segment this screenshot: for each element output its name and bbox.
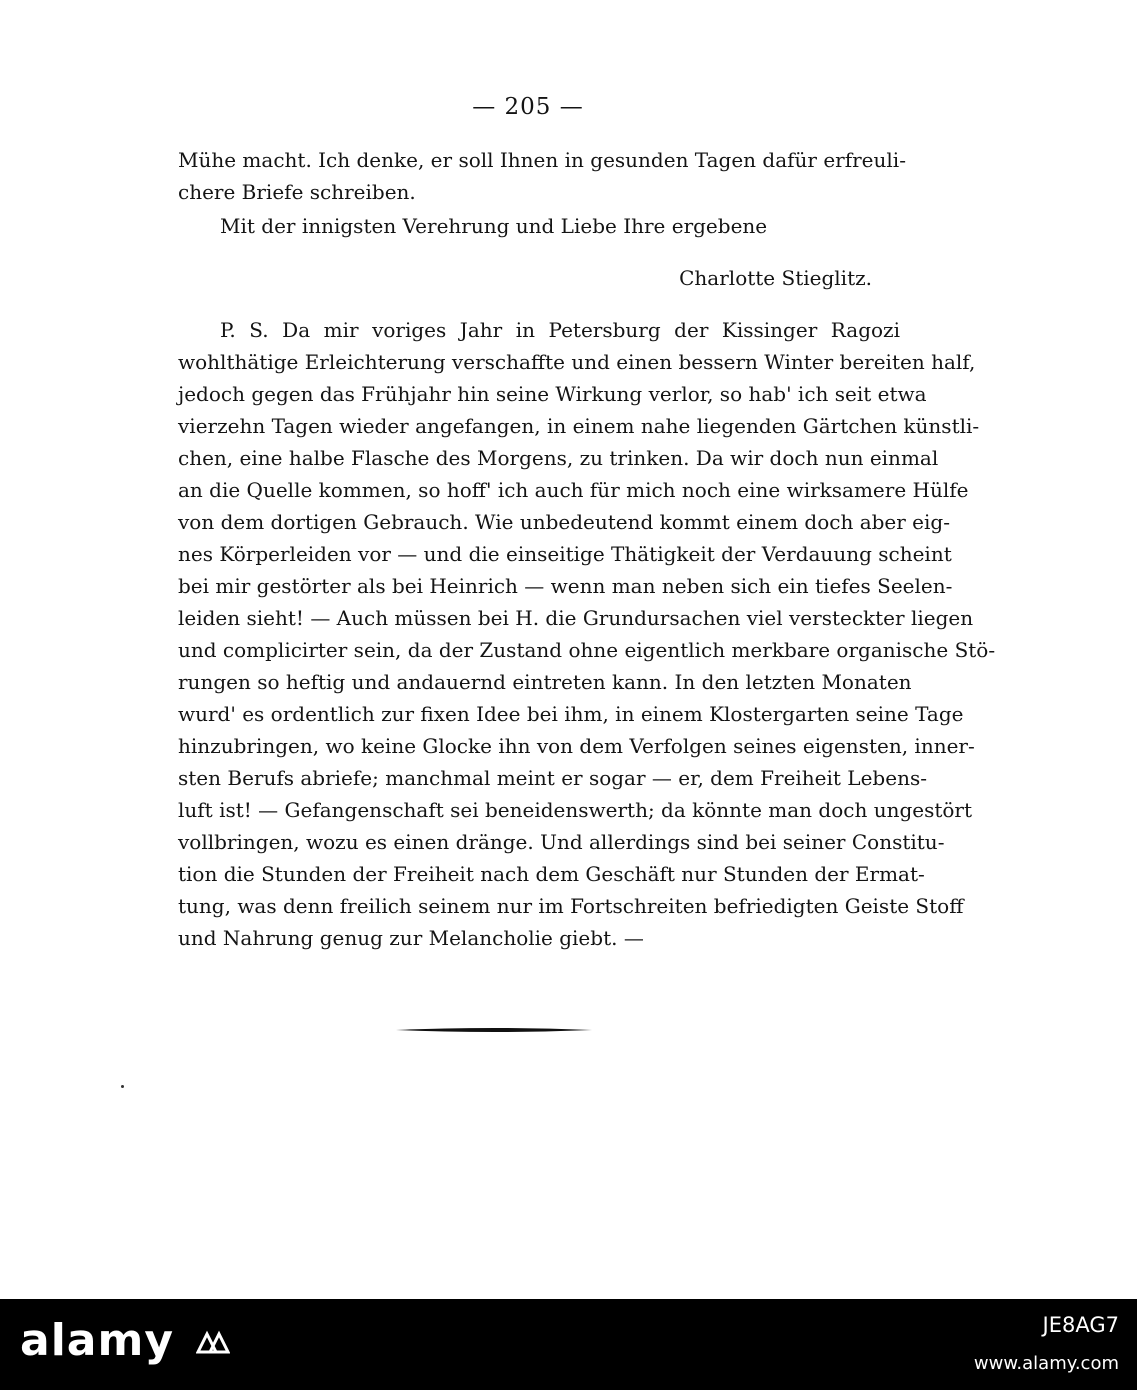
letter-body-paragraph [178, 144, 906, 208]
text-line: leiden sieht! — Auch müssen bei H. die Grundursachen viel versteckter liegen [178, 606, 974, 630]
postscript-paragraph [178, 314, 996, 954]
text-line: jedoch gegen das Frühjahr hin seine Wirkung verlor, so hab' ich seit etwa [178, 382, 927, 406]
text-line: wurd' es ordentlich zur fixen Idee bei ihm, in einem Klostergarten seine Tage [178, 702, 964, 726]
text-line: tung, was denn freilich seinem nur im Fortschreiten befriedigten Geiste Stoff [178, 894, 964, 918]
text-line: tion die Stunden der Freiheit nach dem Geschäft nur Stunden der Ermat- [178, 862, 925, 886]
text-line: rungen so heftig und andauernd eintreten kann. In den letzten Monaten [178, 670, 912, 694]
text-line: hinzubringen, wo keine Glocke ihn von dem Verfolgen seines eigensten, inner- [178, 734, 975, 758]
site-url: www.alamy.com [973, 1353, 1119, 1374]
text-line: und complicirter sein, da der Zustand ohne eigentlich merkbare organische Stö- [178, 638, 996, 662]
text-line: sten Berufs abriefe; manchmal meint er sogar — er, dem Freiheit Lebens- [178, 766, 927, 790]
letter-closing: Mit der innigsten Verehrung und Liebe Ihre ergebene [220, 214, 768, 238]
text-line: bei mir gestörter als bei Heinrich — wenn man neben sich ein tiefes Seelen- [178, 574, 953, 598]
text-line: an die Quelle kommen, so hoff' ich auch für mich noch eine wirksamere Hülfe [178, 478, 969, 502]
text-line: vollbringen, wozu es einen dränge. Und allerdings sind bei seiner Constitu- [178, 830, 945, 854]
letter-signature: Charlotte Stieglitz. [679, 266, 872, 290]
brand-name: alamy [20, 1315, 174, 1366]
text-line: nes Körperleiden vor — und die einseitige Thätigkeit der Verdauung scheint [178, 542, 952, 566]
decorative-rule [396, 1027, 592, 1033]
text-line: luft ist! — Gefangenschaft sei beneidenswerth; da könnte man doch ungestört [178, 798, 973, 822]
alamy-logo-icon [196, 1330, 230, 1356]
text-line: P. S. Da mir voriges Jahr in Petersburg der Kissinger Ragozi [220, 318, 900, 342]
brand-logo [20, 1315, 230, 1366]
text-line: Mühe macht. Ich denke, er soll Ihnen in gesunden Tagen dafür erfreuli- [178, 148, 906, 172]
text-line: wohlthätige Erleichterung verschaffte und einen bessern Winter bereiten half, [178, 350, 976, 374]
text-line: chen, eine halbe Flasche des Morgens, zu trinken. Da wir doch nun einmal [178, 446, 939, 470]
text-line: und Nahrung genug zur Melancholie giebt. — [178, 926, 644, 950]
text-line: vierzehn Tagen wieder angefangen, in einem nahe liegenden Gärtchen künstli- [178, 414, 980, 438]
text-line: chere Briefe schreiben. [178, 180, 416, 204]
watermark-footer [0, 1299, 1137, 1390]
text-line: von dem dortigen Gebrauch. Wie unbedeutend kommt einem doch aber eig- [178, 510, 950, 534]
image-id: JE8AG7 [1042, 1313, 1119, 1337]
scan-speck [121, 1085, 124, 1088]
page-number: — 205 — [472, 94, 584, 120]
